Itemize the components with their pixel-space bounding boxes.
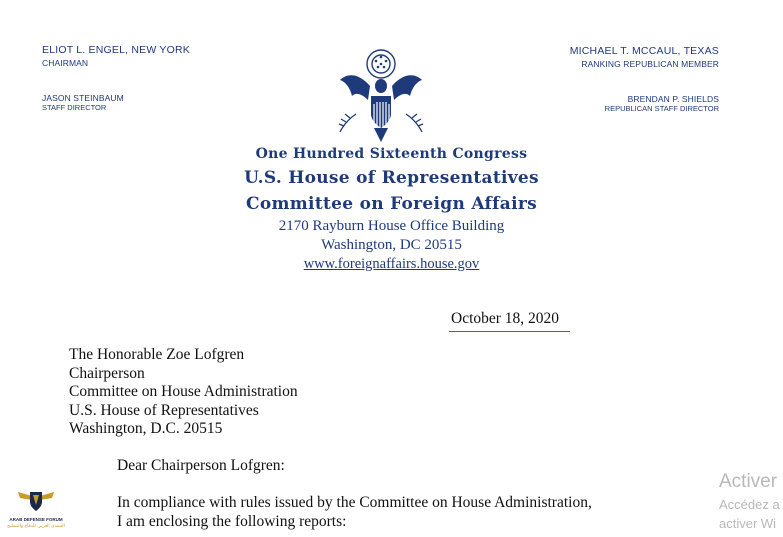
eagle-seal-icon xyxy=(332,44,430,144)
recipient-address xyxy=(69,346,298,439)
winged-shield-icon xyxy=(16,486,56,512)
ranking-member-name: MICHAEL T. MCCAUL, TEXAS xyxy=(569,45,719,57)
republican-staff-name: BRENDAN P. SHIELDS xyxy=(627,94,719,104)
ranking-member-block xyxy=(570,45,719,69)
activation-watermark-line: Accédez a xyxy=(719,497,780,512)
recipient-line: Washington, D.C. 20515 xyxy=(69,420,223,437)
forum-tagline: المنتدى العربي للدفاع والتسليح xyxy=(7,524,65,529)
republican-staff-title: REPUBLICAN STAFF DIRECTOR xyxy=(604,104,719,113)
office-city: Washington, DC 20515 xyxy=(321,237,462,253)
letter-date: October 18, 2020 xyxy=(451,310,560,327)
recipient-line: Committee on House Administration xyxy=(69,383,298,400)
date-underline xyxy=(449,331,570,332)
committee-heading: Committee on Foreign Affairs xyxy=(246,194,537,214)
recipient-line: The Honorable Zoe Lofgren xyxy=(69,346,245,363)
chairman-title: CHAIRMAN xyxy=(42,58,89,68)
chairman-name: ELIOT L. ENGEL, NEW YORK xyxy=(42,44,190,56)
congress-heading: One Hundred Sixteenth Congress xyxy=(255,146,528,162)
ranking-member-title: RANKING REPUBLICAN MEMBER xyxy=(581,59,719,69)
activation-watermark-line: activer Wi xyxy=(719,516,777,531)
activation-watermark-title: Activer xyxy=(719,471,778,492)
forum-badge-text: ARAB DEFENSE FORUM xyxy=(9,517,63,522)
body-line: In compliance with rules issued by the Committee on House Administration, xyxy=(117,494,592,511)
office-address: 2170 Rayburn House Office Building xyxy=(278,218,505,234)
chairman-block xyxy=(42,44,190,68)
letter-body xyxy=(117,493,592,531)
staff-director-title: STAFF DIRECTOR xyxy=(42,103,107,112)
recipient-line: Chairperson xyxy=(69,364,145,382)
body-line: I am enclosing the following reports: xyxy=(117,513,347,530)
salutation: Dear Chairperson Lofgren: xyxy=(117,457,285,474)
staff-director-name: JASON STEINBAUM xyxy=(42,93,124,103)
republican-staff-block xyxy=(605,94,719,113)
staff-director-block xyxy=(42,93,124,112)
recipient-line: U.S. House of Representatives xyxy=(69,401,259,419)
forum-logo xyxy=(4,486,68,536)
house-heading: U.S. House of Representatives xyxy=(244,168,539,188)
website-link[interactable]: www.foreignaffairs.house.gov xyxy=(303,256,480,272)
